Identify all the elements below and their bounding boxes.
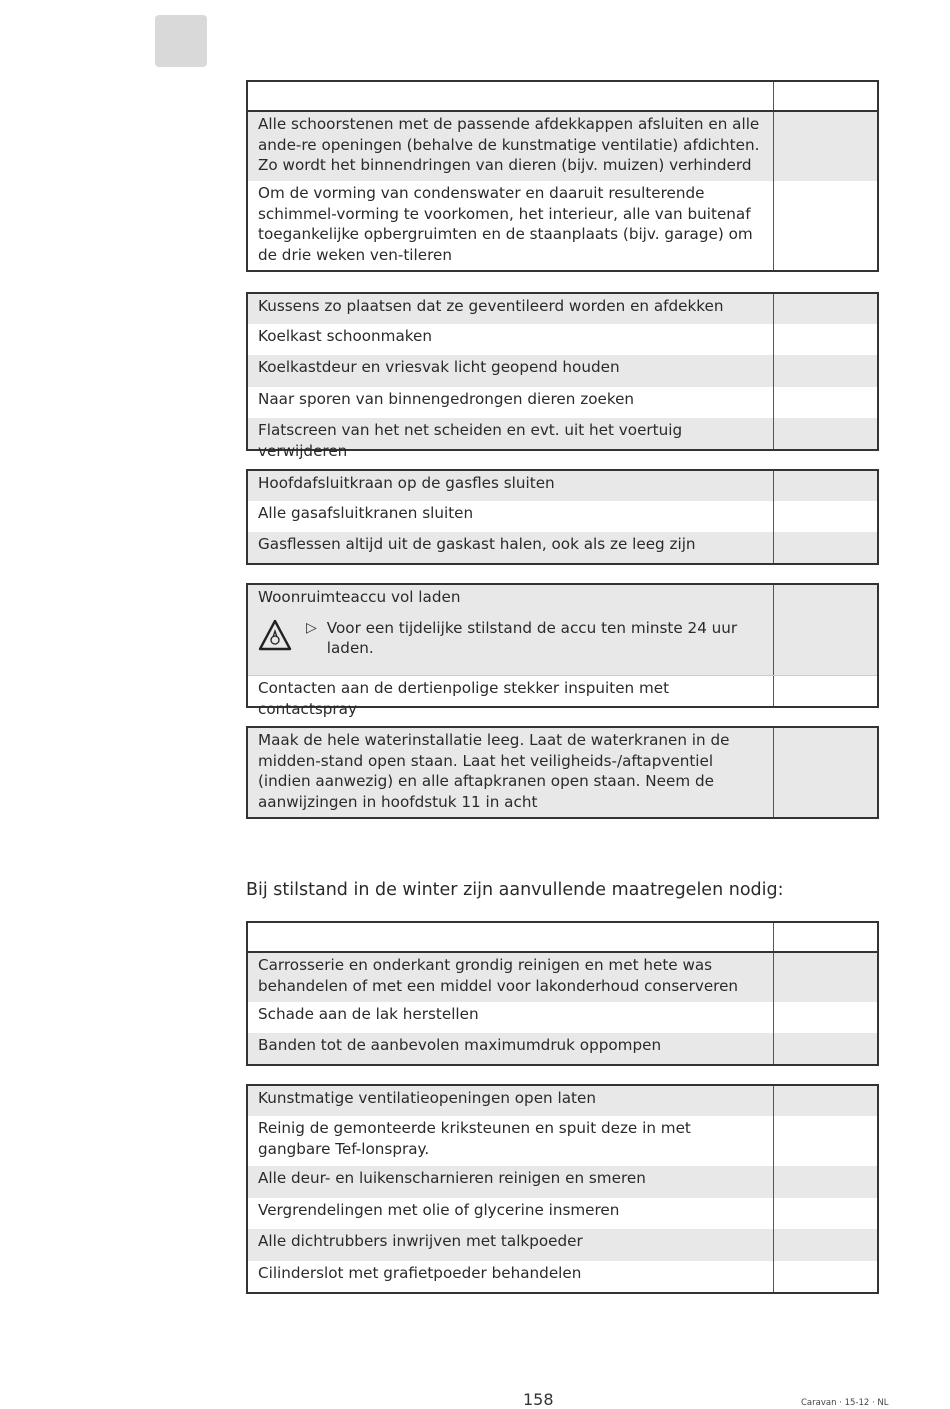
document-reference: Caravan · 15-12 · NL: [801, 1398, 889, 1408]
row-text: Schade aan de lak herstellen: [248, 1002, 774, 1033]
row-text: Koelkast schoonmaken: [248, 324, 774, 355]
row-text: Carrosserie en onderkant grondig reinigen en met hete was behandelen of met een middel voor lakonderhoud conserveren: [248, 953, 774, 1002]
check-cell: [774, 1033, 877, 1064]
check-cell: [774, 1166, 877, 1198]
check-cell: [774, 585, 877, 675]
row-text: Hoofdafsluitkraan op de gasfles sluiten: [248, 471, 774, 501]
row-text: Alle gasafsluitkranen sluiten: [248, 501, 774, 532]
row-label: Woonruimteaccu vol laden: [258, 588, 461, 606]
checklist-table-water: [246, 726, 879, 819]
checklist-table-gas: [246, 469, 879, 565]
check-cell: [774, 418, 877, 449]
table-row: [248, 418, 877, 460]
table-row: [248, 1229, 877, 1261]
checklist-table-interior: [246, 292, 879, 460]
table-row: [248, 585, 877, 675]
check-cell: [774, 1086, 877, 1116]
row-text: Naar sporen van binnengedrongen dieren zoeken: [248, 387, 774, 418]
warning-text: Voor een tijdelijke stilstand de accu ten minste 24 uur laden.: [326, 618, 738, 657]
row-text: Contacten aan de dertienpolige stekker inspuiten met contactspray: [248, 676, 774, 706]
row-text: Alle dichtrubbers inwrijven met talkpoeder: [248, 1229, 774, 1261]
row-text: Maak de hele waterinstallatie leeg. Laat de waterkranen in de midden-stand open staan. Laat het veiligheids-/aftapventiel (indien aanwezig) en alle aftapkranen open staan. Neem de aanwijzingen in hoofdstuk 11 in acht: [248, 728, 774, 817]
check-cell: [774, 112, 877, 181]
table-row: [248, 953, 877, 1002]
table-row: [248, 1086, 877, 1116]
table-row: [248, 1033, 877, 1064]
check-cell: [774, 471, 877, 501]
table-row: [248, 1198, 877, 1229]
row-text: Gasflessen altijd uit de gaskast halen, ook als ze leeg zijn: [248, 532, 774, 563]
row-text: Kunstmatige ventilatieopeningen open laten: [248, 1086, 774, 1116]
check-cell: [774, 181, 877, 270]
row-text: Flatscreen van het net scheiden en evt. uit het voertuig verwijderen: [248, 418, 774, 449]
warning-triangle-icon: [258, 618, 292, 652]
check-cell: [774, 1261, 877, 1292]
table-header: [248, 923, 877, 953]
check-cell: [774, 355, 877, 387]
check-cell: [774, 1116, 877, 1166]
row-text: Reinig de gemonteerde kriksteunen en spuit deze in met gangbare Tef-lonspray.: [248, 1116, 774, 1166]
check-cell: [774, 532, 877, 563]
check-cell: [774, 387, 877, 418]
table-row: [248, 501, 877, 532]
table-row: [248, 728, 877, 817]
check-cell: [774, 324, 877, 355]
table-row: [248, 1261, 877, 1292]
row-text: Vergrendelingen met olie of glycerine insmeren: [248, 1198, 774, 1229]
check-cell: [774, 728, 877, 817]
table-row: [248, 1166, 877, 1198]
row-text: Alle schoorstenen met de passende afdekkappen afsluiten en alle ande-re openingen (behalve de kunstmatige ventilatie) afdichten. Zo wordt het binnendringen van dieren (bijv. muizen) verhinderd: [248, 112, 774, 181]
table-row: [248, 181, 877, 270]
check-cell: [774, 1229, 877, 1261]
check-cell: [774, 294, 877, 324]
table-row: [248, 471, 877, 501]
row-text: Kussens zo plaatsen dat ze geventileerd worden en afdekken: [248, 294, 774, 324]
table-row: [248, 387, 877, 418]
row-text: Om de vorming van condenswater en daaruit resulterende schimmel-vorming te voorkomen, het interieur, alle van buitenaf toegankelijke opbergruimten en de staanplaats (bijv. garage) om de drie weken ven-tileren: [248, 181, 774, 270]
check-cell: [774, 1002, 877, 1033]
check-cell: [774, 501, 877, 532]
chapter-tab-marker: [155, 15, 207, 67]
check-cell: [774, 1198, 877, 1229]
checklist-table-winter-mechanics: [246, 1084, 879, 1294]
table-header: [248, 82, 877, 112]
check-cell: [774, 676, 877, 706]
checklist-table-general: [246, 80, 879, 272]
table-row: [248, 532, 877, 563]
row-text: Alle deur- en luikenscharnieren reinigen en smeren: [248, 1166, 774, 1198]
triangle-right-icon: ▷: [306, 619, 317, 636]
checklist-table-winter-exterior: [246, 921, 879, 1066]
row-text: Cilinderslot met grafietpoeder behandelen: [248, 1261, 774, 1292]
table-row: [248, 324, 877, 355]
table-row: [248, 112, 877, 181]
table-row: [248, 355, 877, 387]
row-text: Banden tot de aanbevolen maximumdruk oppompen: [248, 1033, 774, 1064]
page-number: 158: [523, 1390, 554, 1409]
table-row: [248, 675, 877, 718]
warning-note: [258, 618, 763, 666]
row-text: [248, 585, 774, 675]
checklist-table-electric: [246, 583, 879, 718]
winter-intro-text: Bij stilstand in de winter zijn aanvullende maatregelen nodig:: [246, 880, 784, 900]
table-row: [248, 294, 877, 324]
row-text: Koelkastdeur en vriesvak licht geopend houden: [248, 355, 774, 387]
table-row: [248, 1116, 877, 1166]
table-row: [248, 1002, 877, 1033]
check-cell: [774, 953, 877, 1002]
